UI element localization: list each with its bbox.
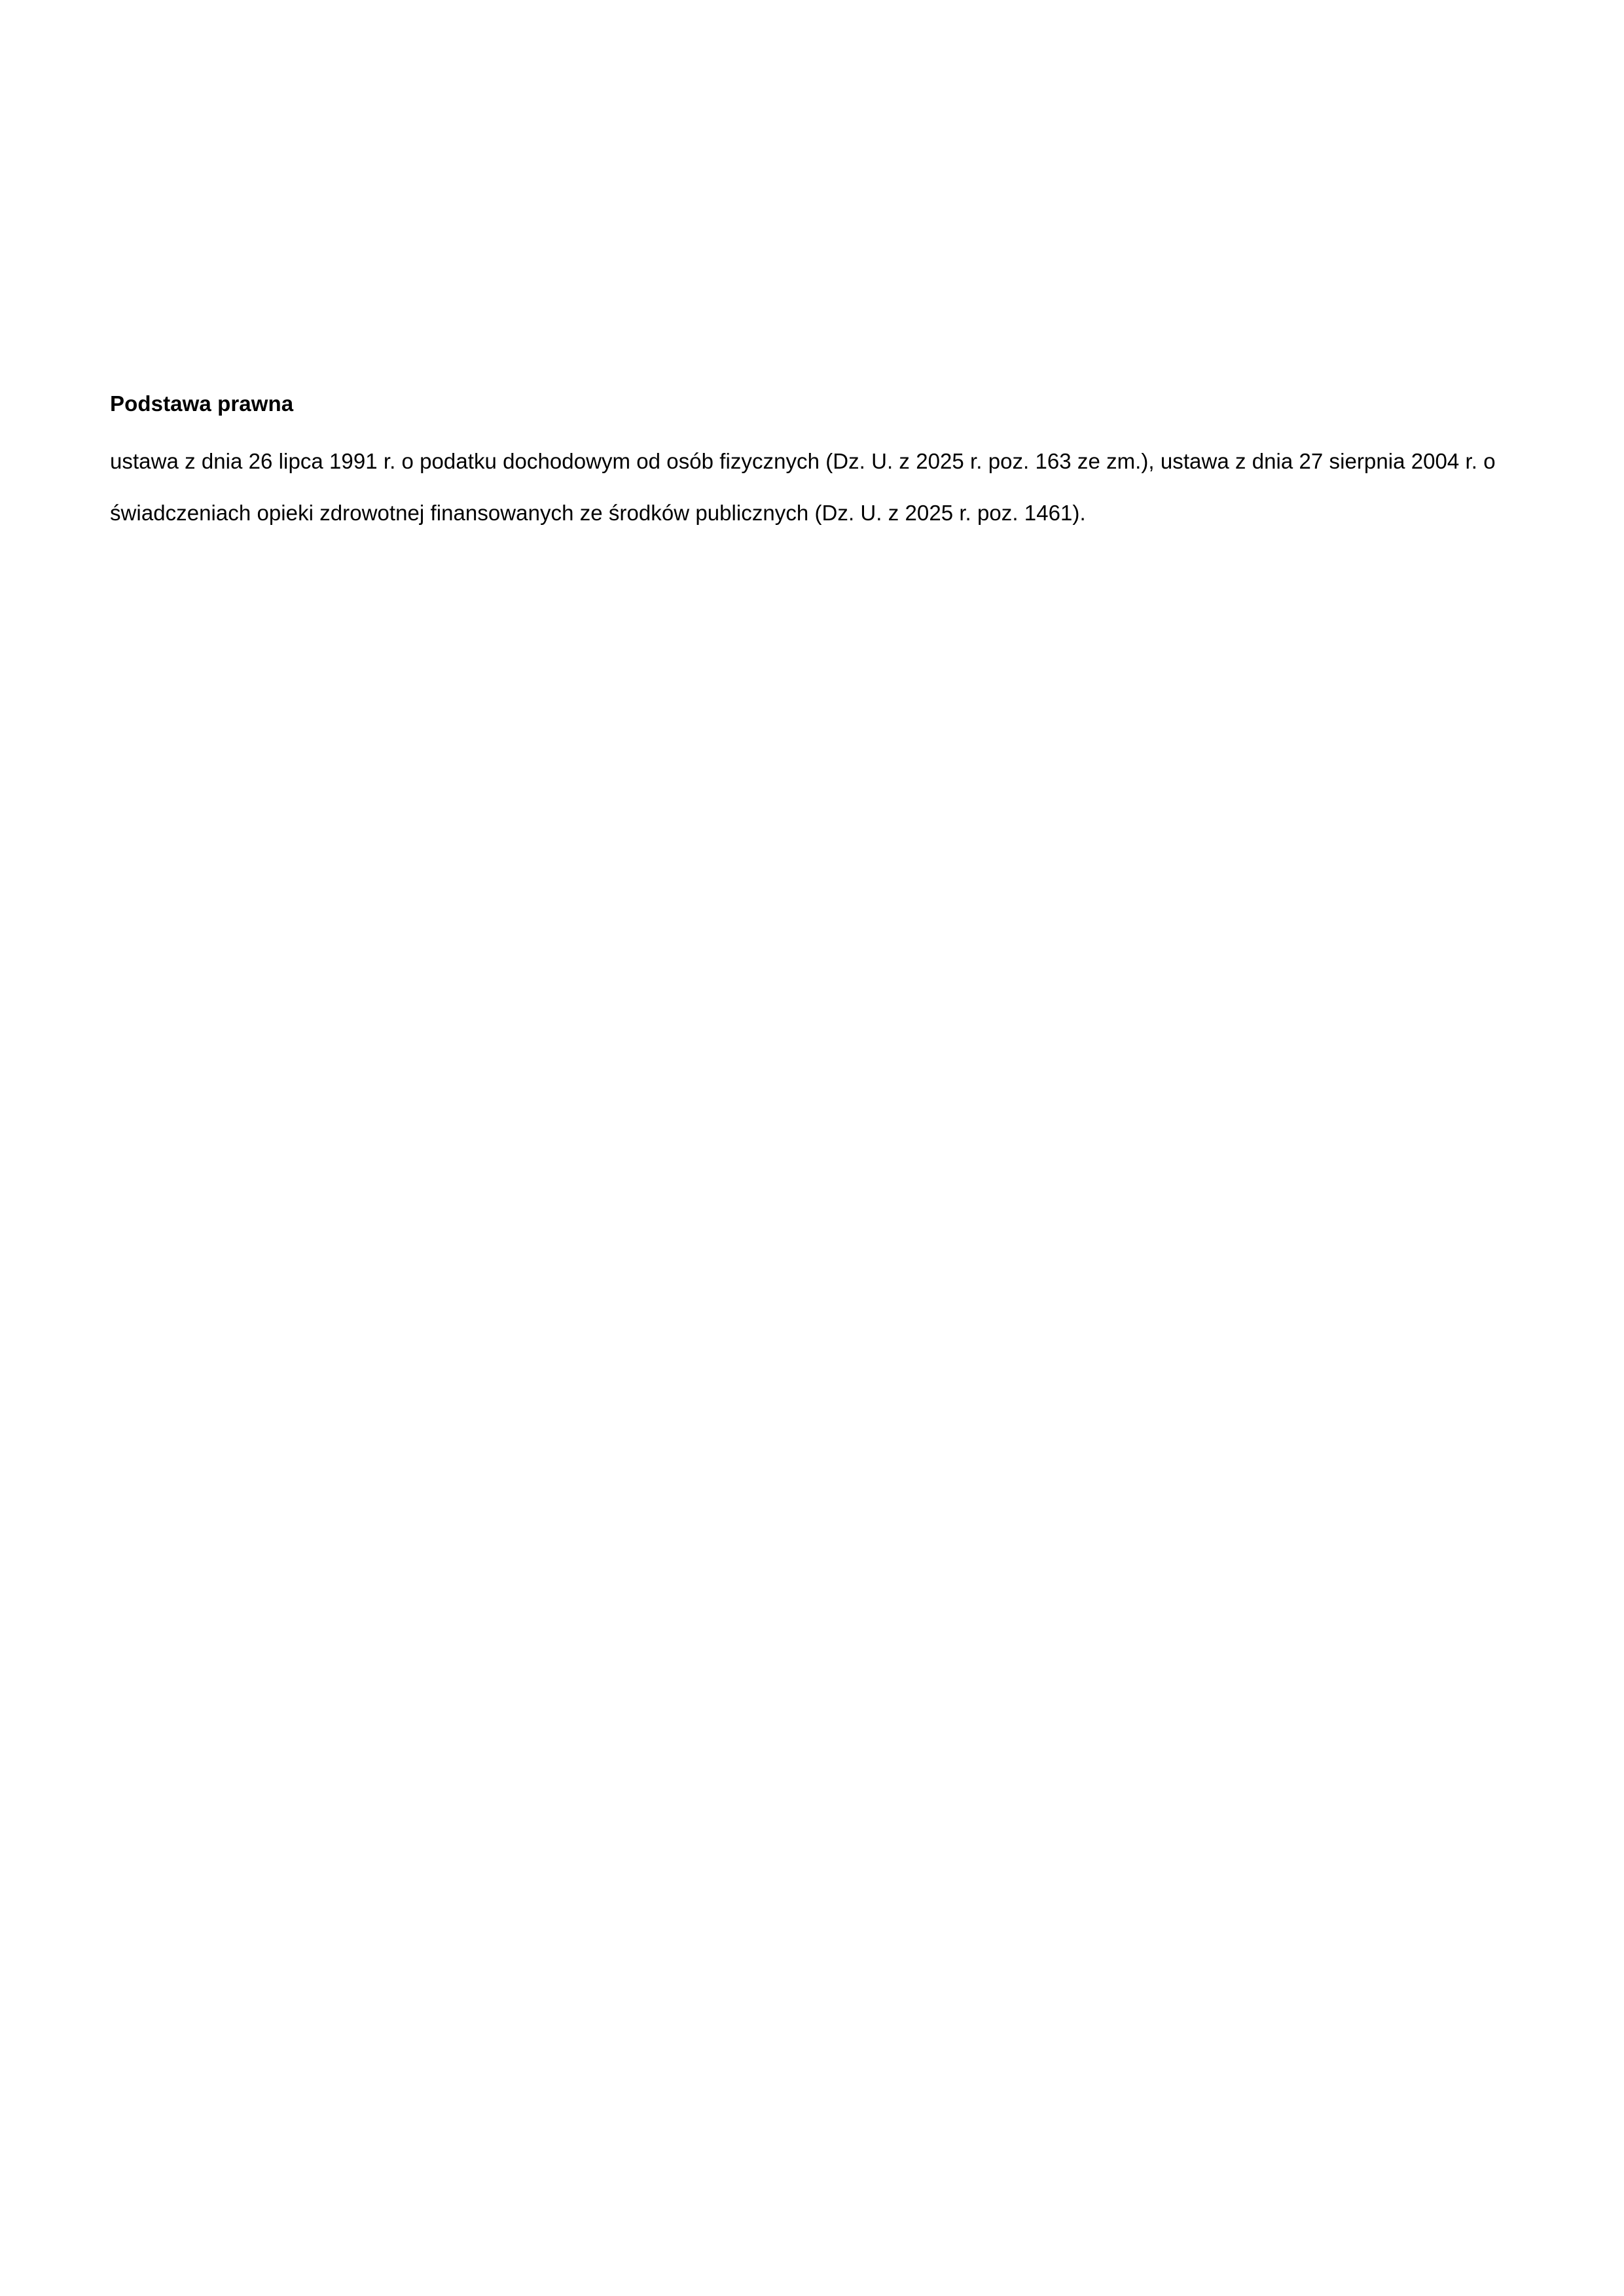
legal-basis-section bbox=[110, 393, 1524, 539]
legal-basis-paragraph: ustawa z dnia 26 lipca 1991 r. o podatku dochodowym od osób fizycznych (Dz. U. z 2025 r. poz. 163 ze zm.), ustawa z dnia 27 sierpnia 2004 r. o świadczeniach opieki zdrowotnej finansowanych ze środków publicznych (Dz. U. z 2025 r. poz. 1461). bbox=[110, 449, 1496, 525]
section-heading: Podstawa prawna bbox=[110, 391, 294, 416]
